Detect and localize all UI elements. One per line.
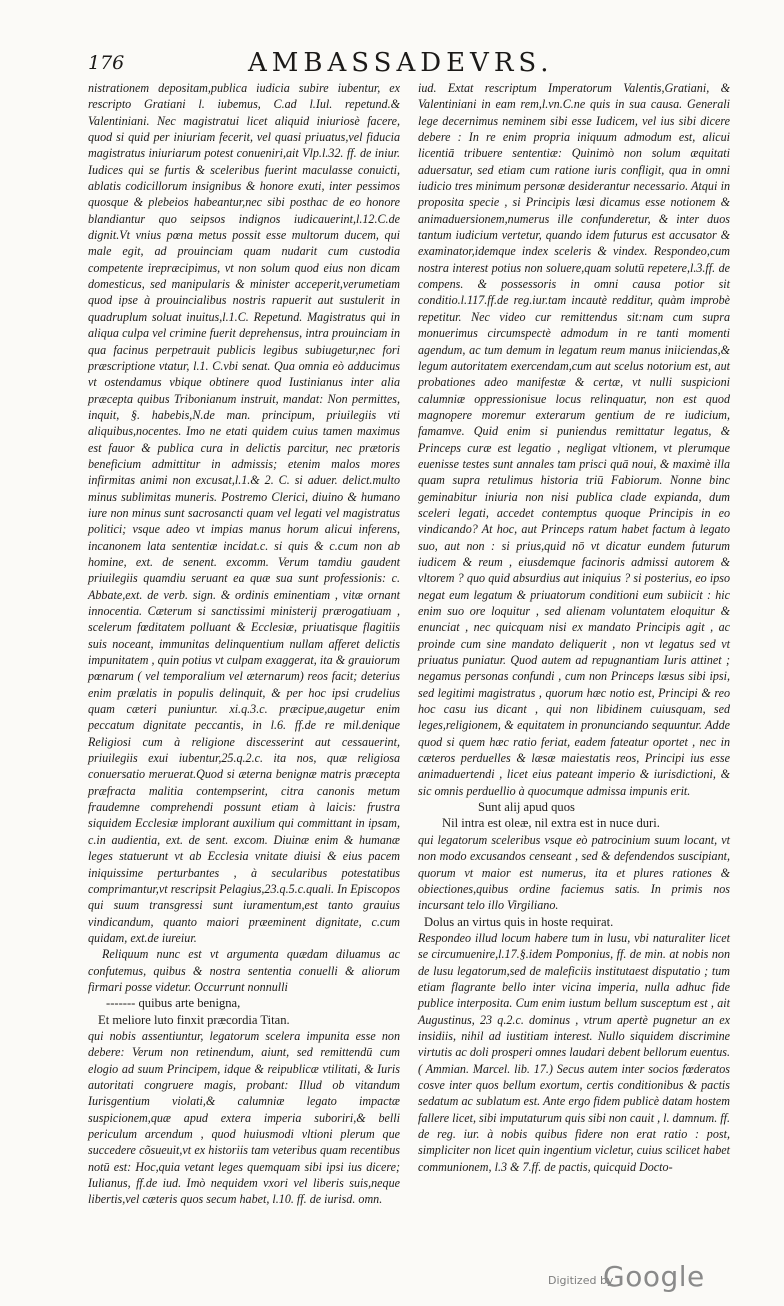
- paragraph: Respondeo illud locum habere tum in lusu, vbi naturaliter licet se circumuenire,l.17.§.idem Pomponius, ff. de min. at nobis non de lusu legatorum,sed de maleficiis institutaest disputatio ; tum etiam flagrante bello inter vicina imperia, nulla adhuc fide publice interposita. Cum enim iustum bellum susceptum est , ait Augustinus, 23 q.2.c. dominus , vtrum apertè pugnetur an ex insidiis, nihil ad iustitiam interest. Nullo siquidem discrimine virtutis ac doli prosperi omnes laudari debent bellorum euentus. ( Ammian. Marcel. lib. 17.) Secus autem inter socios fœderatos cosve inter quos bellum exortum, certis conditionibus & pactis sedatum ac sublatum est. Ante ergo fidem publicè datam hostem fallere licet, sibi imputaturum quis sibi non cauit , l. damnum. ff. de reg. iur. à nobis quibus fidere non erat ratio : post, simpliciter non licet quin ingentium vicletur, cuius scilicet habet communionem, l.3 & 7.ff. de pactis, quicquid Docto-: [418, 930, 730, 1174]
- verse-line: ------- quibus arte benigna,: [106, 996, 241, 1011]
- verse-line: Sunt alij apud quos: [478, 800, 575, 815]
- quotation-line: Dolus an virtus quis in hoste requirat.: [424, 914, 614, 929]
- paragraph: qui nobis assentiuntur, legatorum scelera impunita esse non debere: Verum non retinendum, aiunt, sed remittendū cum elogio ad suum Principem, idque & reipublicæ vtilitati, & Iuris autoritati congruere magis, probant: Illud ob vitandum Iurisgentium violati,& calumniæ legato impactæ suspicionem,quæ apud extera imperia suboriri,& belli periculum arcendum , quod huiusmodi vltioni plerum que succedere cõsueuit,vt ex historiis tam veteribus quam recentibus notū est: Hoc,quia vetant leges quemquam sibi ipsi ius dicere; Iulianus, ff.de iud. Imò nequidem vxori vel liberis suis,neque libertis,vel cæteris quos secum habet, l.10. ff. de iurisd. omn.: [88, 1028, 400, 1207]
- digitization-watermark: [548, 1260, 728, 1294]
- running-title: AMBASSADEVRS.: [248, 48, 554, 78]
- digitized-by-label: Digitized by: [548, 1274, 614, 1287]
- page-header: [88, 48, 708, 78]
- paragraph: nistrationem depositam,publica iudicia subire iubentur, ex rescripto Gratiani l. iubemus, C.ad l.Iul. repetund.& Valentiniani. Nec magistratui licet aliquid iniuriosè facere, quod si quid per iniuriam fecerit, vel quasi priuatus,vel fiducia magistratus iniuriarum potest conueniri,ait Vlp.l.32. ff. de iniur. Iudices qui se furtis & sceleribus fuerint maculasse conuicti, ablatis codicillorum insignibus & honore exuti, inter pessimos quosque & plebeios habeantur,nec sibi posthac de eo honore blandiantur quo seipsos indignos iudicauerint,l.12.C.de dignit.Vt vnius pœna metus possit esse multorum ducem, qui male egit, ad prouinciam quam nudarit cum custodia competente irepræcipimus, vt non solum quod eius non dicam domesticus, sed manipularis & minister acceperit,verumetiam quod ipse à prouincialibus nostris rapuerit aut sustulerit in quadruplum soluat inuitus,l.1.C. Repetund. Magistratus qui in aliqua culpa vel crimine fuerit deprehensus, intra prouinciam in qua facinus perpetrauit publicis legibus subiugetur,nec fori præscriptione vtatur, l.1. C.vbi senat. Qua omnia eò adducimus vt ostendamus vbique obtinere quod Iustinianus inter alia præcepta quibus Tribonianum instruit, mandat: Non permittes, inquit, §. habebis,N.de man. principum, priuilegiis vti aliquibus,nocentes. Imo ne etati quidem cuius tamen maximus est fauor & publica cura in delictis parcitur, nec prætoris beneficium admittitur in admissis; etenim malos mores infirmitas animi non excusat,l.1.& 2. C. si aduer. delict.multo minus sublimitas muneris. Postremo Clerici, diuino & humano iure non minus sunt sacrosancti quam vel legati vel magistratus politici; vsque adeo vt impias manus horum alicui inferens, incanonem lata sententiæ incidat.c. si quis & c.cum non ab homine, ext. de senent. excomm. Verum tamdiu gaudent priuilegiis quamdiu seruant ea quæ sua sunt professionis: c. Abbate,ext. de verb. sign. & ordinis eminentiam , vitæ ornant innocentia. Cæterum si sanctissimi ministerij prærogatiuam , scelerum fœditatem polluant & Ecclesiæ, priuatisque flagitiis suis noceant, immunitas delinquentium nullam afferet delictis impunitatem , quin potius vt culpam exaggerat, ita & grauiorum pœnarum ( vel temporalium vel æternarum) reos facit; deterius enim prælatis in populis delinquit, & per hoc ipsi crudelius quam cæteri puniuntur. xi.q.3.c. præcipue,augetur enim peccatum dignitate peccantis, in l.6. ff.de re mil.denique Religiosi cum à religione discesserint aut cessauerint, priuilegiis exui iubentur,25.q.2.c. ita nos, quæ religiosa conuersatio meruerat.Quod si æterna benignæ matris præcepta præfracta malitia contempserint, citra canonis metum fraudemne comprehendi possunt etiam à laicis: frustra siquidem Ecclesiæ implorant auxilium qui committant in ipsam, c.in audientia, ext. de sent. excom. Diuinæ enim & humanæ leges statuerunt vt ab Ecclesia vnitate diuisi & eius pacem iniquissime perturbantes , à secularibus potestatibus comprimantur,vt rescripsit Pelagius,23.q.5.c.quali. In Episcopos qui suum transgressi sunt iuramentum,est tanto grauius vindicandum, quanto maiori præeminent dignitate, c.cum quidam, ext.de iureiur.: [88, 81, 400, 945]
- verse-line: Et meliore luto finxit præcordia Titan.: [98, 1012, 290, 1027]
- paragraph: qui legatorum sceleribus vsque eò patrocinium suum locant, vt non modo excusandos censeant , sed & defendendos suscipiant, quorum vt maior est numerus, ita et plures rationes & obiectiones,quibus ordine faciemus satis. In primis nos incursant telo illo Virgiliano.: [418, 832, 730, 913]
- paragraph: iud. Extat rescriptum Imperatorum Valentis,Gratiani, & Valentiniani in eam rem,l.vn.C.ne quis in sua causa. Generali lege decernimus neminem sibi esse Iudicem, vel ius sibi dicere debere : In re enim propria iniquum admodum est, alicui licentiā tribuere sententiæ: Quinimò non solum æquitati aduersatur, sed etiam cum ratione iuris confligit, qua in omni iudicio tres minimum personæ desiderantur necessario. Atqui in proposita specie , si Principis læsi dicamus esse notionem & animaduersionem,numerus ille confunderetur, & inter duos tantum iudicium vertetur, quando idem futurus est accusator & examinator,idemque index sceleris & vindex. Respondeo,cum nostra interest potius non soluere,quam solutū repetere,l.3.ff. de compens. & possessoris in omni causa potior sit conditio.l.117.ff.de reg.iur.tam incautè redditur, quàm improbè repetitur. Nec video cur remittendus sit:nam cum supra monuerimus circumspectè admodum in re tanti momenti agendum, ac tum demum in legatum reum manus iniiciendas,& legum autoritatem exercendam,cum aut scelus notorium est, aut probationes adeo manifestæ & certæ, vt nulli suspicioni calumniæ oppressionisue locus relinquatur, non est quod magnopere moremur exterarum gentium de re iudicium, famamve. Quid enim si puniendus remittatur legatus, & Princeps curæ est legatio , negligat vltionem, vt plerumque euenisse testes sunt annales tam prisci quā noui, & maximè illa quam supra retulimus historia triū Fabiorum. Nonne binc geminabitur iniuria non nisi publica clade expianda, dum sceleri legati, accedet contemptus quoque Principis in eo vindicando? At hoc, aut Princeps ratum habet factum à legato suo, aut non : si prius,quid nō vt dicatur eundem futurum iudicem & reum , eiusdemque facinoris admissi autorem & vltorem ? quo quid absurdius aut iniquius ? si posterius, eo ipso negat eum legatum & priuatorum conditioni eum subiicit : hic enim suo ore loquitur , sed alienam voluntatem eloquitur & enunciat , nec quicquam nisi ex mandato Principis agit , ac proinde cum sine mandato deliquerit , non vt legatus sed vt priuatus puniatur. Quod autem ad repugnantiam Iuris attinet ; negamus personas confundi , cum non Princeps læsus sibi ipsi, sed legitimi magistratus , quorum hæc notio est, Principi & reo hoc casu ius dicant , qui non libidinem cuiusquam, sed leges,religionem, & equitatem in pronunciando sequuntur. Adde quod si quem hæc ratio feriat, eadem fateatur oportet , nec in cæteros perduelles & læsæ maiestatis reos, Principi ius esse animaduertendi , licet eius pateant imperio & iurisdictioni, & sic omnis perduellio à quocumque admissa impunis erit.: [418, 81, 730, 798]
- left-column: [88, 80, 400, 1208]
- page-number: 176: [88, 52, 125, 74]
- paragraph: Reliquum nunc est vt argumenta quædam diluamus ac confutemus, quibus & nostra sententia conuelli & aliorum firmari posse videtur. Occurrunt nonnulli: [88, 947, 400, 994]
- verse-line: Nil intra est oleæ, nil extra est in nuce duri.: [442, 816, 660, 831]
- google-logo: Google: [603, 1260, 705, 1293]
- right-column: [418, 80, 730, 1175]
